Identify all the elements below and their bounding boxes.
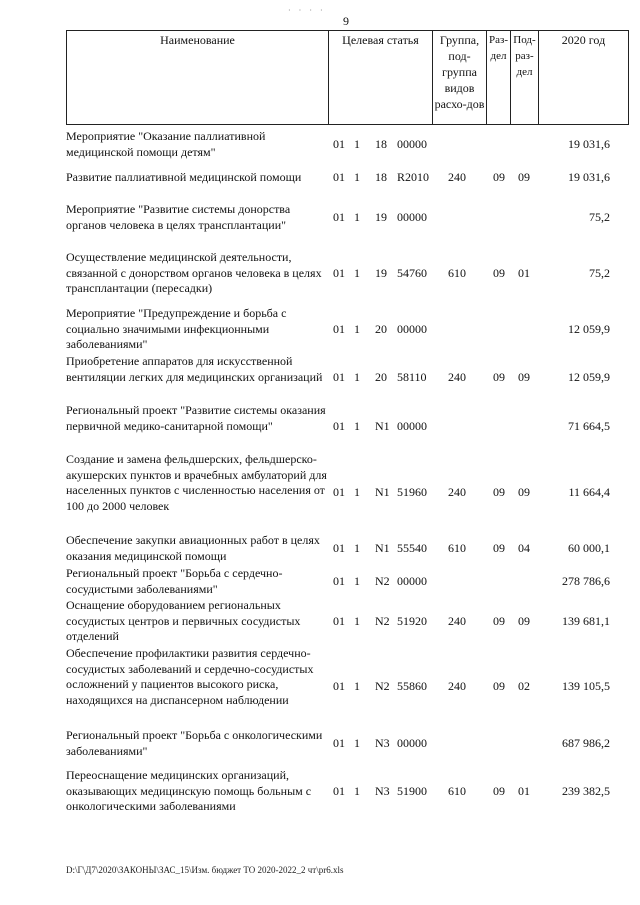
header-year: 2020 год: [539, 31, 629, 125]
header-name: Наименование: [67, 31, 329, 125]
header-group: Группа, под-группа видов расхо-дов: [433, 31, 487, 125]
header-target: Целевая статья: [329, 31, 433, 125]
page-number: 9: [343, 14, 349, 28]
scan-noise: · · · ·: [288, 6, 326, 15]
header-podrazdel: Под-раз-дел: [511, 31, 539, 125]
header-razdel: Раз-дел: [487, 31, 511, 125]
file-path-footer: D:\Г\Д7\2020\ЗАКОНЫ\ЗАС_15\Изм. бюджет ТО 2020-2022_2 чт\pr6.xls: [66, 865, 344, 875]
table-body: Мероприятие "Оказание паллиативной медицинской помощи детям" 01 1 18 00000 19 031,6 Развитие паллиативной медицинской помощи 01 1 18 R2010 240 09 09 19 031,6 Мероприятие "Развитие системы донорства органов человека в целях трансплантации" 01 1 19 00000 75,2 Осуществление медицинской деятельности, связанной с донорством органов человека в целях трансплантации (пересадки) 01 1 19 54760 610 09 01 75,2 Мероприятие "Предупреждение и борьба с социально значимыми инфекционными заболеваниями" 01 1 20 00000 12 059,9 Приобретение аппаратов для искусственной вентиляции легких для медицинских организаций 01 1 20 58110 240 09 09 12 059,9 Региональный проект "Развитие системы оказания первичной медико-санитарной помощи" 01 1 N1 00000 71 664,5 Создание и замена фельдшерских, фельдшерско-акушерских пунктов и врачебных амбулаторий для населенных пунктов с численностью населения от 100 до 2000 человек 01 1 N1 51960 240 09 09 11 664,4 Обеспечение закупки авиационных работ в целях оказания медицинской помощи 01 1 N1 55540 610 09 04 60 000,1 Региональный проект "Борьба с сердечно-сосудистыми заболеваниями" 01 1 N2 00000 278 786,6 Оснащение оборудованием региональных сосудистых центров и первичных сосудистых отделений 01 1 N2 51920 240 09 09 139 681,1 Обеспечение профилактики развития сердечно-сосудистых заболеваний и сердечно-сосудистых осложнений у пациентов высокого риска, находящихся на диспансерном наблюдении 01 1 N2 55860 240 09 02 139 105,5 Региональный проект "Борьба с онкологическими заболеваниями" 01 1 N3 00000 687 986,2 Переоснащение медицинских организаций, оказывающих медицинскую помощь больным с онкологическими заболеваниями 01 1 N3 51900 610 09 01 239 382,5: [66, 129, 610, 813]
